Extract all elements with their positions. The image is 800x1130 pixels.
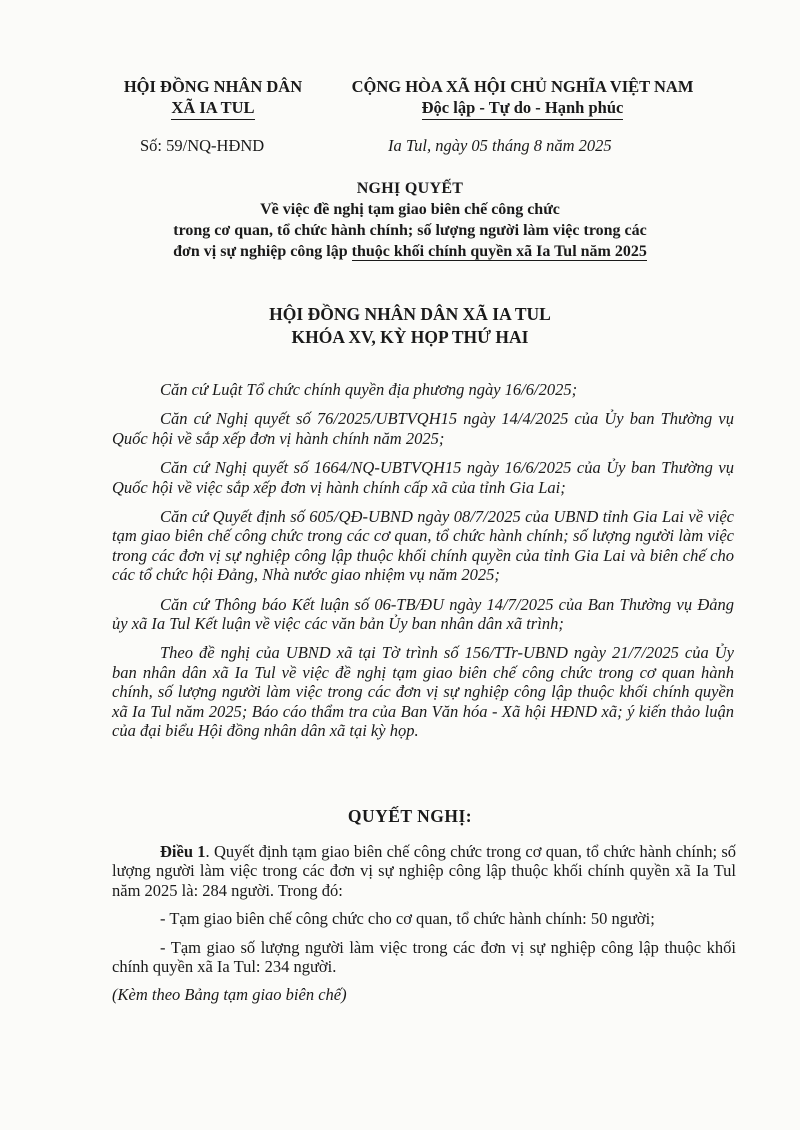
legal-basis-item: Căn cứ Nghị quyết số 1664/NQ-UBTVQH15 ngày 16/6/2025 của Ủy ban Thường vụ Quốc hội về việc sắp xếp đơn vị hành chính cấp xã của tỉnh Gia Lai;	[112, 458, 734, 497]
title-line-3-underlined: thuộc khối chính quyền xã Ia Tul năm 2025	[351, 243, 647, 260]
title-line-3	[110, 241, 710, 262]
title-line-1: Về việc đề nghị tạm giao biên chế công chức	[260, 201, 560, 218]
title-line-3-start: đơn vị sự nghiệp công lập	[173, 243, 352, 260]
council-session: KHÓA XV, KỲ HỌP THỨ HAI	[291, 327, 529, 347]
article-1	[112, 842, 736, 900]
legal-basis-item: Căn cứ Nghị quyết số 76/2025/UBTVQH15 ngày 14/4/2025 của Ủy ban Thường vụ Quốc hội về sắp xếp đơn vị hành chính năm 2025;	[112, 409, 734, 448]
issuing-authority	[108, 76, 318, 120]
authority-locality: XÃ IA TUL	[171, 97, 254, 120]
document-number: Số: 59/NQ-HĐND	[140, 136, 265, 155]
legal-basis-item: Theo đề nghị của UBND xã tại Tờ trình số 156/TTr-UBND ngày 21/7/2025 của Ủy ban nhân dân xã Ia Tul về việc đề nghị tạm giao biên chế công chức trong cơ quan hành chính, số lượng người làm việc trong các đơn vị sự nghiệp công lập thuộc khối chính quyền xã Ia Tul năm 2025; Báo cáo thẩm tra của Ban Văn hóa - Xã hội HĐND xã; ý kiến thảo luận của đại biểu Hội đồng nhân dân xã tại kỳ họp.	[112, 643, 734, 741]
authority-name: HỘI ĐỒNG NHÂN DÂN	[123, 77, 303, 96]
article-1-item-2: - Tạm giao số lượng người làm việc trong các đơn vị sự nghiệp công lập thuộc khối chính quyền xã Ia Tul: 234 người.	[112, 937, 736, 977]
council-heading	[110, 303, 710, 349]
resolution-body	[112, 842, 736, 1014]
legal-basis-item: Căn cứ Thông báo Kết luận số 06-TB/ĐU ngày 14/7/2025 của Ban Thường vụ Đảng ủy xã Ia Tul Kết luận về việc các văn bản Ủy ban nhân dân xã trình;	[112, 594, 734, 634]
article-1-item-1: - Tạm giao biên chế công chức cho cơ quan, tổ chức hành chính: 50 người;	[160, 909, 655, 929]
legal-basis-item: Căn cứ Luật Tổ chức chính quyền địa phương ngày 16/6/2025;	[160, 380, 578, 399]
article-1-text: . Quyết định tạm giao biên chế công chức trong cơ quan, tổ chức hành chính; số lượng người làm việc trong các đơn vị sự nghiệp công lập thuộc khối chính quyền xã Ia Tul năm 2025 là: 284 người. Trong đó:	[112, 842, 737, 900]
legal-basis-item: Căn cứ Quyết định số 605/QĐ-UBND ngày 08/7/2025 của UBND tỉnh Gia Lai về việc tạm giao biên chế công chức trong các cơ quan, tổ chức hành chính; số lượng người làm việc trong các đơn vị sự nghiệp công lập thuộc khối chính quyền của tỉnh Gia Lai và biên chế cho các tổ chức hội Đảng, Nhà nước giao nhiệm vụ năm 2025;	[112, 507, 734, 585]
document-date: Ia Tul, ngày 05 tháng 8 năm 2025	[388, 136, 612, 155]
nation-name: CỘNG HÒA XÃ HỘI CHỦ NGHĨA VIỆT NAM	[351, 77, 694, 96]
national-motto	[330, 76, 715, 120]
motto-line: Độc lập - Tự do - Hạnh phúc	[422, 97, 624, 120]
document-title	[110, 178, 710, 262]
title-line-2: trong cơ quan, tổ chức hành chính; số lượng người làm việc trong các	[173, 222, 647, 239]
legal-bases	[112, 380, 734, 751]
council-name: HỘI ĐỒNG NHÂN DÂN XÃ IA TUL	[269, 304, 551, 324]
resolution-heading: QUYẾT NGHỊ:	[347, 806, 473, 826]
article-1-label: Điều 1	[160, 842, 206, 861]
attachment-note: (Kèm theo Bảng tạm giao biên chế)	[112, 985, 347, 1005]
document-type: NGHỊ QUYẾT	[356, 180, 464, 197]
